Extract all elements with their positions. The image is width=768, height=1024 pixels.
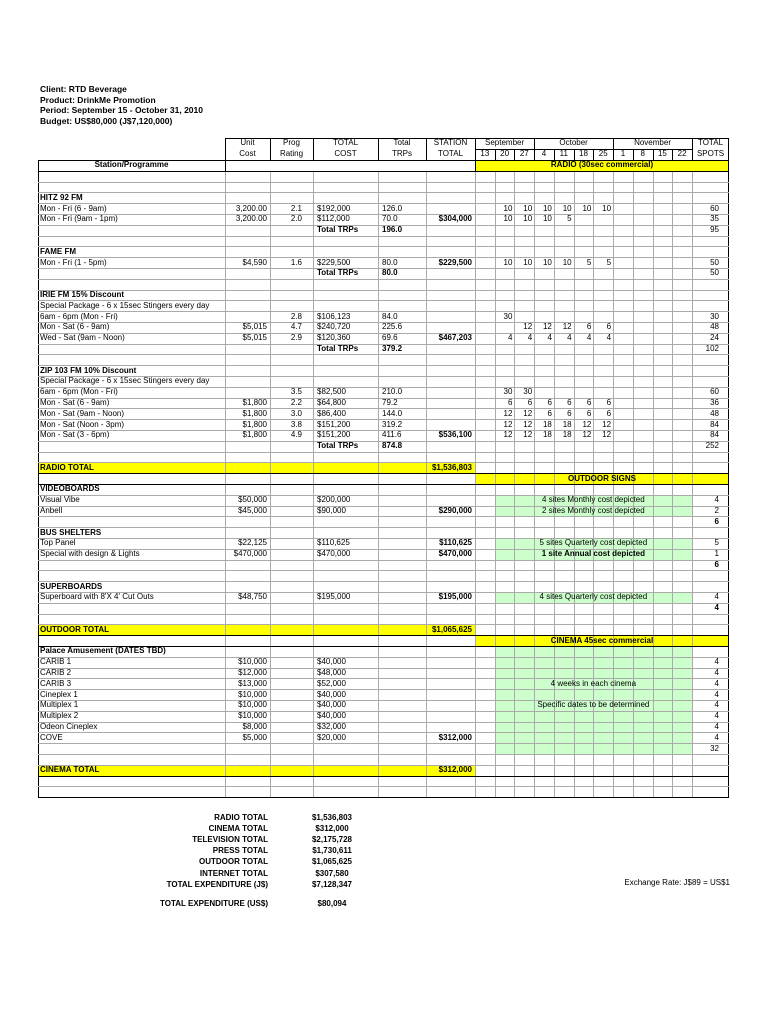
station-total: $304,000 [438,214,472,224]
summary-value: $1,065,625 [311,857,353,867]
total-spots: 35 [710,214,719,224]
station-programme-header: Station/Programme [94,160,169,170]
row-line [38,354,729,355]
total-spots: 6 [714,516,719,526]
prog-rating: 3.8 [290,419,302,429]
schedule-spots: 4 [527,333,533,343]
station-total: $1,065,625 [431,624,472,634]
total-spots: 5 [714,538,719,548]
total-cost: $48,000 [317,668,346,677]
row-line [38,786,729,787]
station-total: $312,000 [438,765,472,775]
prog-rating: 2.9 [290,333,302,343]
schedule-spots: 6 [606,322,612,332]
total-trps-label: Total TRPs [317,441,359,451]
cinema-note: 4 weeks in each cinema [550,678,637,688]
row-line [38,236,729,237]
unit-cost: $10,000 [238,711,267,721]
budget-line: Budget: US$80,000 (J$7,120,000) [40,115,173,126]
total-spots: 4 [714,689,719,699]
total-row-label: RADIO TOTAL [40,462,94,472]
programme-name: Wed - Sat (9am - Noon) [40,333,125,343]
schedule-note: 4 sites Monthly cost depicted [541,495,645,505]
unit-cost: $1,800 [242,398,267,407]
schedule-spots: 6 [586,322,592,332]
schedule-spots: 6 [586,408,592,418]
prog-rating: 2.0 [290,214,302,224]
row-line [38,560,729,561]
date-header: 4 [541,148,547,158]
date-header: 20 [500,148,510,158]
schedule-spots: 18 [562,419,572,429]
programme-name: Superboard with 8'X 4' Cut Outs [40,592,154,602]
station-total: $110,625 [439,538,472,548]
row-line [38,603,729,604]
prog-rating: 1.6 [290,257,302,267]
programme-name: CARIB 1 [40,657,72,667]
programme-name: Special with design & Lights [40,549,140,559]
date-header: 13 [480,148,490,158]
schedule-spots: 10 [503,257,513,267]
total-row-label: OUTDOOR TOTAL [40,624,110,634]
unit-cost: $13,000 [238,678,267,688]
total-trps: 126.0 [382,203,403,213]
station-total: $1,536,803 [431,462,472,472]
schedule-note: 5 sites Quarterly cost depicted [539,538,648,548]
total-spots-header: TOTAL [697,138,724,148]
summary-value: $312,000 [315,824,349,834]
schedule-spots: 5 [567,214,572,224]
total-trps: 80.0 [382,257,398,267]
unit-cost: $22,125 [238,538,267,548]
total-cost: $20,000 [317,732,346,742]
station-total-header: TOTAL [437,148,464,158]
programme-name: 6am - 6pm (Mon - Fri) [40,387,118,397]
schedule-spots: 10 [503,214,513,224]
total-spots: 48 [710,322,719,332]
total-cost: $195,000 [317,592,351,602]
total-trps: 225.6 [382,322,403,332]
total-spots: 102 [705,344,719,353]
total-cost-header: TOTAL [332,138,359,148]
schedule-spots: 6 [586,398,592,407]
unit-cost: $5,000 [242,732,267,742]
total-cost: $110,625 [317,538,350,548]
total-cost: $470,000 [317,549,351,559]
total-trps: 144.0 [382,408,403,418]
programme-name: Special Package - 6 x 15sec Stingers every day [40,376,210,386]
total-spots-header: SPOTS [696,148,725,158]
schedule-spots: 6 [606,398,612,407]
schedule-spots: 10 [542,257,552,267]
programme-name: Mon - Fri (1 - 5pm) [40,257,107,267]
date-header: 11 [559,148,568,158]
total-trps: 80.0 [382,268,398,278]
unit-cost: 3,200.00 [235,214,267,224]
summary-label: TOTAL EXPENDITURE (US$) [159,899,268,908]
schedule-spots: 10 [602,203,612,213]
total-spots: 36 [710,398,719,407]
total-trps: 84.0 [382,311,398,321]
schedule-spots: 12 [503,430,513,440]
schedule-spots: 30 [503,311,513,321]
section-line [38,776,729,777]
summary-label: PRESS TOTAL [212,846,268,856]
total-cost: $106,123 [317,311,351,321]
total-spots: 95 [710,225,719,235]
programme-name: Cineplex 1 [40,689,78,699]
schedule-spots: 10 [523,203,533,213]
total-trps-label: Total TRPs [317,268,359,278]
date-header: 1 [620,148,626,158]
date-header: 27 [519,148,529,158]
unit-cost: $45,000 [238,506,267,515]
prog-rating: 2.2 [290,398,302,407]
programme-name: Mon - Sat (6 - 9am) [40,398,110,407]
section-title: IRIE FM 15% Discount [40,290,125,299]
section-title: ZIP 103 FM 10% Discount [40,365,137,375]
prog-rating: 3.0 [290,408,302,418]
schedule-spots: 12 [523,419,533,429]
total-cost: $192,000 [317,203,351,213]
schedule-note: 2 sites Monthly cost depicted [541,506,645,515]
station-total: $229,500 [438,257,472,267]
prog-rating-header: Prog [283,138,300,148]
unit-cost: $1,800 [242,419,267,429]
summary-label: TOTAL EXPENDITURE (J$) [166,879,268,889]
station-total: $290,000 [438,506,472,515]
schedule-spots: 18 [562,430,572,440]
total-cost: $40,000 [317,689,346,699]
plan-header [40,84,203,126]
section-title: SUPERBOARDS [40,581,103,591]
schedule-spots: 4 [606,333,612,343]
total-trps: 411.6 [382,430,402,440]
schedule-spots: 6 [567,398,572,407]
unit-cost: $10,000 [238,689,267,699]
total-spots: 4 [714,495,719,505]
section-title: Palace Amusement (DATES TBD) [40,646,166,656]
schedule-spots: 6 [547,408,552,418]
total-trps: 874.8 [382,441,403,451]
row-line [38,614,729,615]
programme-name: Anbell [40,506,63,515]
schedule-spots: 6 [567,408,572,418]
media-schedule-table [38,138,729,801]
total-trps-header: Total [393,138,411,148]
schedule-spots: 12 [582,430,592,440]
programme-name: Mon - Sat (3 - 6pm) [40,430,110,440]
exchange-rate-note: Exchange Rate: J$89 = US$1 [624,878,730,887]
schedule-spots: 5 [586,257,592,267]
total-spots: 4 [714,678,719,688]
schedule-spots: 12 [602,430,612,440]
schedule-spots: 12 [602,419,612,429]
station-total: $195,000 [438,592,472,602]
date-header: 22 [677,148,687,158]
total-cost: $86,400 [317,408,346,418]
schedule-spots: 12 [503,419,513,429]
total-cost: $32,000 [317,722,346,731]
total-cost: $82,500 [317,387,346,397]
station-total-header: STATION [433,138,468,148]
total-trps: 69.6 [382,333,398,343]
unit-cost-header: Unit [240,138,255,148]
schedule-spots: 5 [606,257,612,267]
programme-name: Mon - Sat (6 - 9am) [40,322,110,332]
total-spots: 2 [714,506,719,515]
client-line: Client: RTD Beverage [40,84,127,94]
date-header: 8 [640,148,645,158]
total-spots: 50 [710,257,719,267]
schedule-spots: 10 [523,214,533,224]
schedule-spots: 12 [503,408,513,418]
total-cost: $90,000 [317,506,346,515]
schedule-spots: 6 [547,398,552,407]
prog-rating: 2.1 [290,203,302,213]
total-trps-header: TRPs [392,148,412,158]
unit-cost: $10,000 [238,700,267,710]
summary-label: OUTDOOR TOTAL [198,857,268,867]
summary-value: $7,128,347 [311,879,353,889]
total-row-label: CINEMA TOTAL [40,765,100,775]
date-header: 25 [598,148,608,158]
total-cost: $151,200 [317,419,351,429]
total-cost: $40,000 [317,711,346,721]
schedule-spots: 12 [562,322,572,332]
total-trps: 319.2 [382,419,403,429]
schedule-spots: 6 [606,408,612,418]
unit-cost: $48,750 [238,592,267,602]
unit-cost: $10,000 [238,657,267,667]
summary-label: RADIO TOTAL [214,813,268,822]
unit-cost: $4,590 [242,257,267,267]
total-cost: $240,720 [317,322,351,332]
programme-name: Mon - Sat (9am - Noon) [40,408,125,418]
summary-label: CINEMA TOTAL [208,824,268,834]
programme-name: Multiplex 1 [40,700,79,710]
unit-cost-header: Cost [239,148,256,158]
total-spots: 30 [710,311,719,321]
schedule-spots: 12 [523,322,533,332]
programme-name: CARIB 3 [40,678,72,688]
total-spots: 4 [714,592,719,602]
station-total: $467,203 [438,333,472,343]
total-cost: $40,000 [317,657,346,667]
programme-name: Visual Vibe [40,495,80,505]
total-spots: 84 [710,430,719,440]
total-spots: 60 [710,203,719,213]
schedule-spots: 10 [542,214,552,224]
total-spots: 6 [714,560,719,569]
schedule-spots: 10 [562,203,572,213]
summary-value: $80,094 [317,899,347,908]
row-line [38,452,729,453]
unit-cost: $5,015 [242,333,267,343]
schedule-spots: 4 [567,333,572,343]
total-spots: 50 [710,268,719,278]
total-spots: 4 [714,722,719,731]
row-line [38,754,729,755]
schedule-spots: 10 [523,257,533,267]
total-spots: 84 [710,419,719,429]
schedule-spots: 10 [562,257,572,267]
prog-rating: 4.9 [290,430,302,440]
unit-cost: $12,000 [238,668,267,677]
prog-rating: 3.5 [290,387,302,397]
row-line [38,516,729,517]
column-line [225,160,226,171]
schedule-note: 1 site Annual cost depicted [541,549,645,559]
schedule-spots: 30 [503,387,513,397]
total-cost: $229,500 [317,257,351,267]
total-cost: $112,000 [317,214,350,224]
prog-rating-header: Rating [279,148,304,158]
schedule-spots: 18 [542,430,552,440]
total-spots: 48 [710,408,719,418]
month-header: November [634,138,671,148]
unit-cost: $470,000 [233,549,267,559]
date-header: 18 [579,148,588,158]
summary-value: $307,580 [315,868,349,878]
section-line [38,171,729,172]
schedule-spots: 12 [523,430,533,440]
cinema-banner: CINEMA 45sec commercial [550,635,654,645]
total-cost: $64,800 [317,398,346,407]
outdoor-banner: OUTDOOR SIGNS [567,473,636,483]
total-spots: 60 [710,387,719,397]
programme-name: Top Panel [40,538,76,548]
station-total: $470,000 [438,549,472,559]
month-header: September [485,138,525,148]
section-title: VIDEOBOARDS [40,484,100,494]
total-spots: 32 [710,743,719,753]
total-trps-label: Total TRPs [317,225,359,235]
unit-cost: $5,015 [242,322,267,332]
total-spots: 1 [714,549,719,559]
programme-name: CARIB 2 [40,668,72,677]
summary-label: INTERNET TOTAL [199,868,268,878]
total-trps-label: Total TRPs [317,344,359,353]
unit-cost: $8,000 [242,722,267,731]
summary-value: $1,730,611 [312,846,352,856]
cinema-note: Specific dates to be determined [537,700,650,710]
total-cost: $52,000 [317,678,346,688]
summary-label: TELEVISION TOTAL [192,835,268,845]
programme-name: 6am - 6pm (Mon - Fri) [40,311,118,321]
total-spots: 4 [714,668,719,677]
schedule-note: 4 sites Quarterly cost depicted [539,592,648,602]
programme-name: Mon - Sat (Noon - 3pm) [40,419,125,429]
section-title: BUS SHELTERS [40,527,102,537]
programme-name: Special Package - 6 x 15sec Stingers every day [40,300,210,310]
programme-name: COVE [40,732,63,742]
schedule-spots: 10 [503,203,513,213]
total-cost: $200,000 [317,495,351,505]
total-trps: 79.2 [382,398,398,407]
summary-value: $1,536,803 [311,813,353,822]
schedule-spots: 10 [582,203,592,213]
total-cost: $40,000 [317,700,346,710]
total-spots: 4 [714,700,719,710]
radio-banner: RADIO (30sec commercial) [550,160,654,170]
prog-rating: 2.8 [290,311,302,321]
schedule-spots: 10 [542,203,552,213]
section-title: FAME FM [40,246,76,256]
total-cost: $151,200 [317,430,351,440]
total-spots: 24 [710,333,719,343]
row-line [38,279,729,280]
summary-value: $2,175,728 [311,835,353,845]
programme-name: Mon - Fri (6 - 9am) [40,203,107,213]
section-title: HITZ 92 FM [40,192,83,202]
programme-name: Odeon Cineplex [40,722,98,731]
total-trps: 70.0 [382,214,398,224]
unit-cost: $1,800 [242,408,267,418]
total-spots: 252 [705,441,719,451]
total-spots: 4 [714,732,719,742]
row-line [38,743,729,744]
station-total: $536,100 [438,430,472,440]
schedule-spots: 4 [507,333,513,343]
total-cost: $120,360 [317,333,351,343]
schedule-spots: 6 [507,398,513,407]
total-trps: 196.0 [382,225,403,235]
programme-name: Mon - Fri (9am - 1pm) [40,214,118,224]
total-spots: 4 [714,657,719,667]
product-line: Product: DrinkMe Promotion [40,94,156,105]
station-total: $312,000 [438,732,472,742]
schedule-spots: 18 [542,419,552,429]
total-trps: 379.2 [382,344,403,353]
total-trps: 210.0 [382,387,403,397]
schedule-spots: 4 [586,333,592,343]
unit-cost: $50,000 [238,495,267,505]
total-spots: 4 [714,711,719,721]
unit-cost: 3,200.00 [235,203,267,213]
date-header: 15 [657,148,667,158]
schedule-spots: 4 [547,333,552,343]
row-line [38,182,729,183]
total-spots: 4 [714,603,719,613]
schedule-spots: 12 [523,408,533,418]
unit-cost: $1,800 [242,430,267,440]
month-header: October [559,138,588,148]
period-line: Period: September 15 - October 31, 2010 [40,105,203,115]
schedule-spots: 30 [523,387,533,397]
schedule-spots: 12 [542,322,552,332]
prog-rating: 4.7 [290,322,302,332]
total-cost-header: COST [334,148,357,158]
schedule-spots: 12 [582,419,592,429]
row-line [38,570,729,571]
schedule-spots: 6 [527,398,533,407]
programme-name: Multiplex 2 [40,711,79,721]
